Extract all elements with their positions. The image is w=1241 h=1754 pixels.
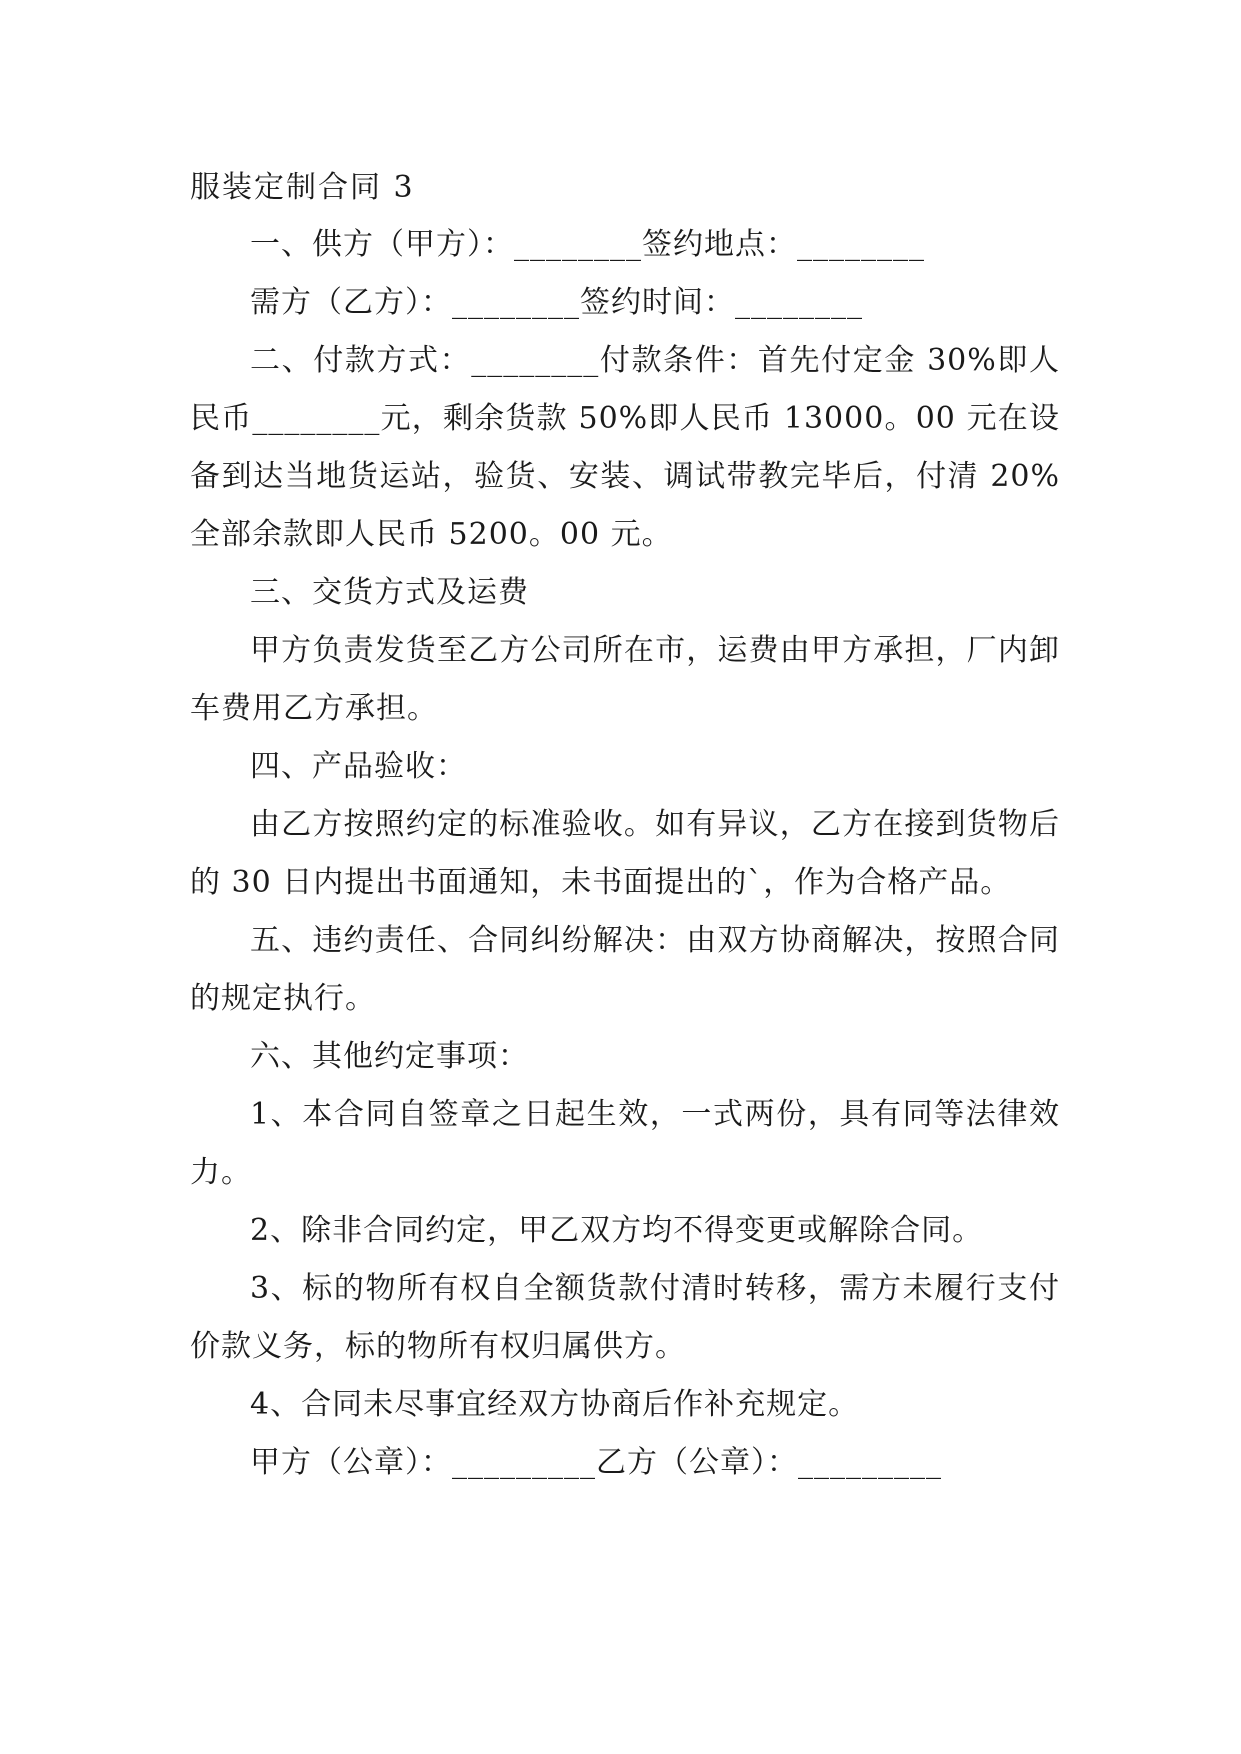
clause-delivery: 甲方负责发货至乙方公司所在市，运费由甲方承担，厂内卸车费用乙方承担。 [190, 633, 1060, 726]
term-item-1: 1、本合同自签章之日起生效，一式两份，具有同等法律效力。 [190, 1097, 1060, 1190]
clause-liability: 五、违约责任、合同纠纷解决：由双方协商解决，按照合同的规定执行。 [190, 923, 1060, 1016]
heading-acceptance: 四、产品验收： [250, 749, 467, 784]
term-item-4: 4、合同未尽事宜经双方协商后作补充规定。 [250, 1387, 860, 1422]
document-page [190, 160, 1060, 1492]
heading-other-terms: 六、其他约定事项： [250, 1039, 529, 1074]
clause-supplier-line: 一、供方（甲方）：________签约地点：________ [250, 227, 925, 262]
heading-delivery: 三、交货方式及运费 [250, 575, 529, 610]
term-item-2: 2、除非合同约定，甲乙双方均不得变更或解除合同。 [250, 1213, 984, 1248]
clause-buyer-line: 需方（乙方）：________签约时间：________ [250, 285, 863, 320]
term-item-3: 3、标的物所有权自全额货款付清时转移，需方未履行支付价款义务，标的物所有权归属供方。 [190, 1271, 1060, 1364]
signature-line: 甲方（公章）：_________乙方（公章）：_________ [250, 1445, 942, 1480]
clause-payment: 二、付款方式：________付款条件：首先付定金 30%即人民币________元，剩余货款 50%即人民币 13000。00 元在设备到达当地货运站，验货、安装、调试带教完毕后，付清 20%全部余款即人民币 5200。00 元。 [190, 343, 1060, 552]
document-title: 服装定制合同 3 [190, 170, 415, 205]
clause-acceptance: 由乙方按照约定的标准验收。如有异议，乙方在接到货物后的 30 日内提出书面通知，未书面提出的`，作为合格产品。 [190, 807, 1060, 900]
